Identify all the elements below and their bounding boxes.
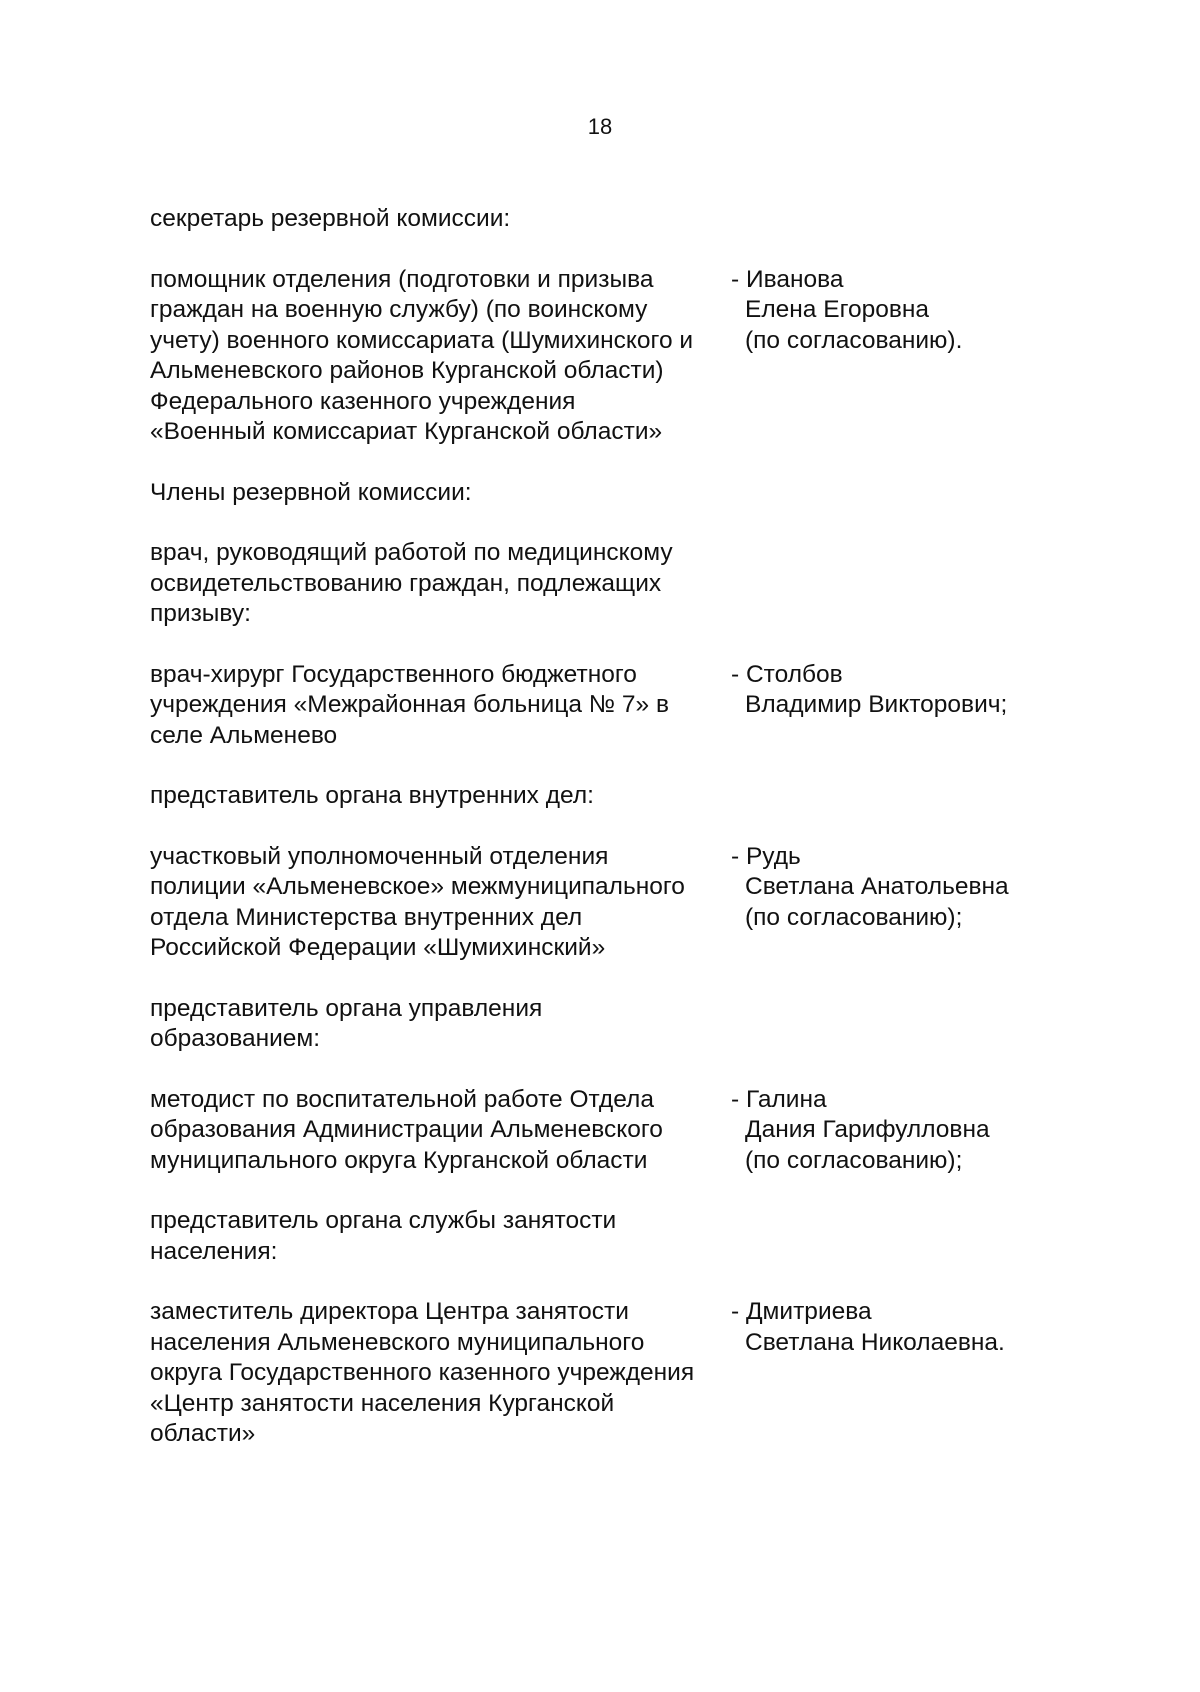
police-position: участковый уполномоченный отделения полиции «Альменевское» межмуниципального отдела Министерства внутренних дел Российской Федерации «Шумихинский» — [150, 842, 685, 961]
secretary-name: Иванова Елена Егоровна (по согласованию). — [745, 265, 963, 354]
doctor-heading: врач, руководящий работой по медицинскому освидетельствованию граждан, подлежащих призыву: — [150, 539, 673, 627]
police-name-block — [730, 842, 1050, 934]
doctor-name: Столбов Владимир Викторович; — [745, 660, 1008, 718]
education-position: методист по воспитательной работе Отдела образования Администрации Альменевского муниципального округа Курганской области — [150, 1085, 663, 1174]
employment-position: заместитель директора Центра занятости населения Альменевского муниципального округа Государственного казенного учреждения «Центр занятости населения Курганской области» — [150, 1298, 695, 1447]
dash: - — [731, 842, 746, 870]
police-heading: представитель органа внутренних дел: — [150, 782, 594, 809]
doctor-name-block — [730, 660, 1050, 721]
secretary-name-block — [730, 265, 1050, 357]
education-name: Галина Дания Гарифулловна (по согласованию); — [745, 1085, 990, 1174]
dash: - — [731, 1298, 746, 1325]
dash: - — [731, 660, 746, 688]
employment-heading: представитель органа службы занятости населения: — [150, 1207, 617, 1265]
secretary-entry — [150, 265, 1050, 448]
police-name: Рудь Светлана Анатольевна (по согласованию); — [745, 842, 1009, 931]
commission-list — [150, 204, 1050, 1450]
police-entry — [150, 842, 1050, 964]
page-number: 18 — [587, 114, 613, 139]
employment-entry — [150, 1297, 1050, 1450]
education-heading: представитель органа управления образованием: — [150, 994, 543, 1052]
members-heading: Члены резервной комиссии: — [150, 478, 472, 506]
doctor-position: врач-хирург Государственного бюджетного учреждения «Межрайонная больница № 7» в селе Альменево — [150, 660, 669, 749]
education-entry — [150, 1085, 1050, 1177]
dash: - — [731, 1085, 746, 1113]
employment-name: Дмитриева Светлана Николаевна. — [745, 1298, 1005, 1356]
secretary-position: помощник отделения (подготовки и призыва граждан на военную службу) (по воинскому учету) военного комиссариата (Шумихинского и Альменевского районов Курганской области) Федерального казенного учреждения «Военный комиссариат Курганской области» — [150, 265, 694, 445]
doctor-entry — [150, 660, 1050, 752]
secretary-heading: секретарь резервной комиссии: — [150, 205, 511, 232]
education-name-block — [730, 1085, 1050, 1177]
dash: - — [731, 265, 746, 293]
employment-name-block — [730, 1297, 1050, 1358]
